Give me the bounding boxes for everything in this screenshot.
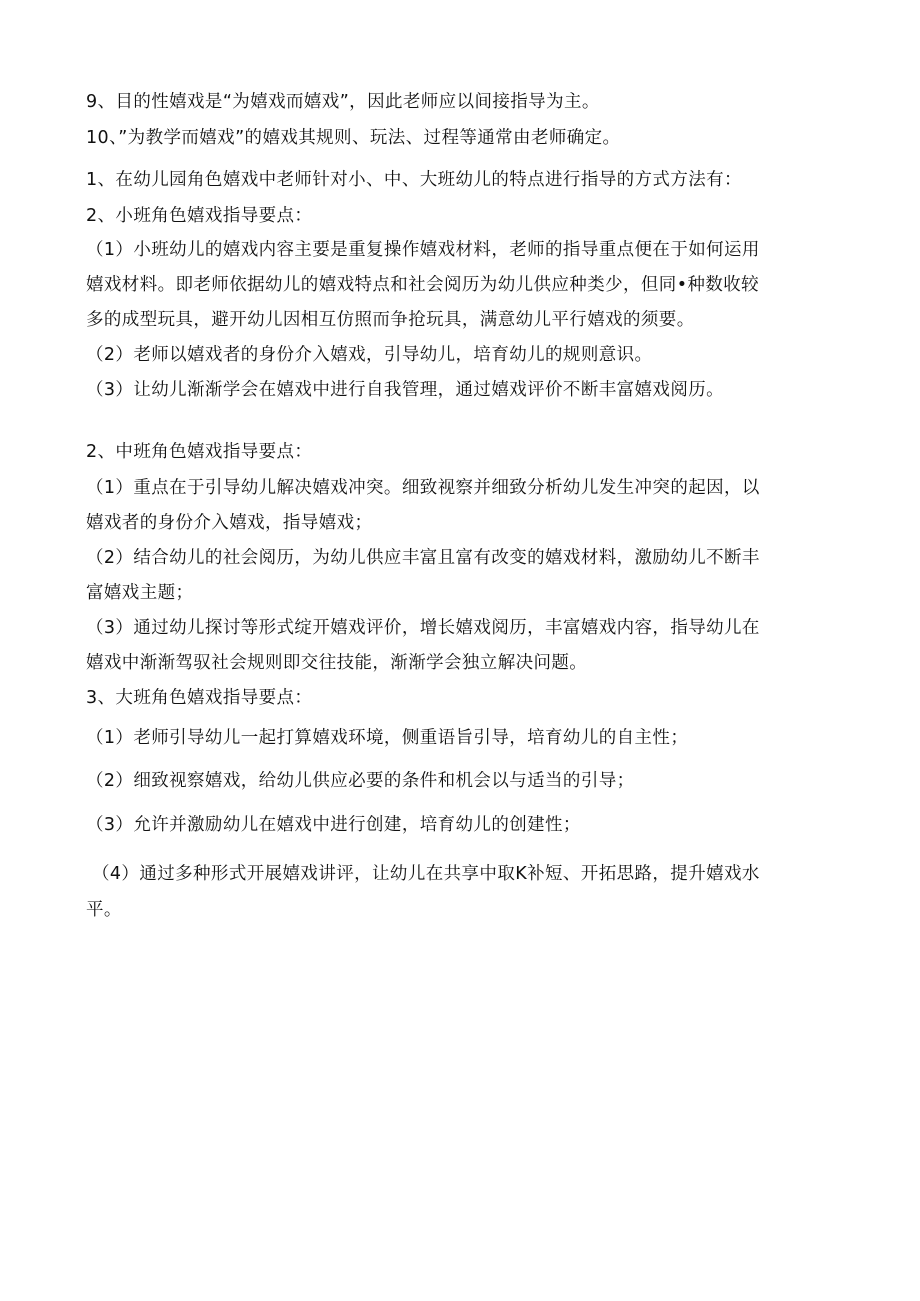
- small-class-point-1-line-2: 嬉戏材料。即老师依据幼儿的嬉戏特点和社会阅历为幼儿供应种类少，但同•种数收较: [86, 275, 760, 295]
- small-class-point-2: （2）老师以嬉戏者的身份介入嬉戏，引导幼儿，培育幼儿的规则意识。: [86, 345, 653, 365]
- large-class-point-4-line-2: 平。: [86, 900, 122, 920]
- middle-class-point-2-line-1: （2）结合幼儿的社会阅历，为幼儿供应丰富且富有改变的嬉戏材料，激励幼儿不断丰: [86, 548, 760, 568]
- middle-class-point-2-line-2: 富嬉戏主题；: [86, 583, 194, 603]
- large-class-heading: 3、大班角色嬉戏指导要点：: [86, 688, 313, 708]
- middle-class-point-1-line-1: （1）重点在于引导幼儿解决嬉戏冲突。细致视察并细致分析幼儿发生冲突的起因，以: [86, 478, 760, 498]
- middle-class-point-3-line-1: （3）通过幼儿探讨等形式绽开嬉戏评价，增长嬉戏阅历，丰富嬉戏内容，指导幼儿在: [86, 618, 760, 638]
- small-class-point-1-line-1: （1）小班幼儿的嬉戏内容主要是重复操作嬉戏材料，老师的指导重点便在于如何运用: [86, 240, 760, 260]
- item-10-line: 10、”为教学而嬉戏”的嬉戏其规则、玩法、过程等通常由老师确定。: [86, 128, 621, 148]
- small-class-point-1-line-3: 多的成型玩具，避开幼儿因相互仿照而争抢玩具，满意幼儿平行嬉戏的须要。: [86, 310, 695, 330]
- middle-class-point-3-line-2: 嬉戏中渐渐驾驭社会规则即交往技能，渐渐学会独立解决问题。: [86, 653, 588, 673]
- section-1-heading: 1、在幼儿园角色嬉戏中老师针对小、中、大班幼儿的特点进行指导的方式方法有：: [86, 170, 742, 190]
- small-class-point-3: （3）让幼儿渐渐学会在嬉戏中进行自我管理，通过嬉戏评价不断丰富嬉戏阅历。: [86, 380, 725, 400]
- large-class-point-3: （3）允许并激励幼儿在嬉戏中进行创建，培育幼儿的创建性；: [86, 815, 581, 835]
- middle-class-point-1-line-2: 嬉戏者的身份介入嬉戏，指导嬉戏；: [86, 513, 373, 533]
- small-class-heading: 2、小班角色嬉戏指导要点：: [86, 206, 313, 226]
- middle-class-heading: 2、中班角色嬉戏指导要点：: [86, 442, 313, 462]
- large-class-point-4-line-1: （4）通过多种形式开展嬉戏讲评，让幼儿在共享中取K补短、开拓思路，提升嬉戏水: [92, 864, 760, 884]
- large-class-point-1: （1）老师引导幼儿一起打算嬉戏环境，侧重语旨引导，培育幼儿的自主性；: [86, 728, 689, 748]
- large-class-point-2: （2）细致视察嬉戏，给幼儿供应必要的条件和机会以与适当的引导；: [86, 771, 635, 791]
- item-9-line: 9、目的性嬉戏是“为嬉戏而嬉戏”，因此老师应以间接指导为主。: [86, 92, 600, 112]
